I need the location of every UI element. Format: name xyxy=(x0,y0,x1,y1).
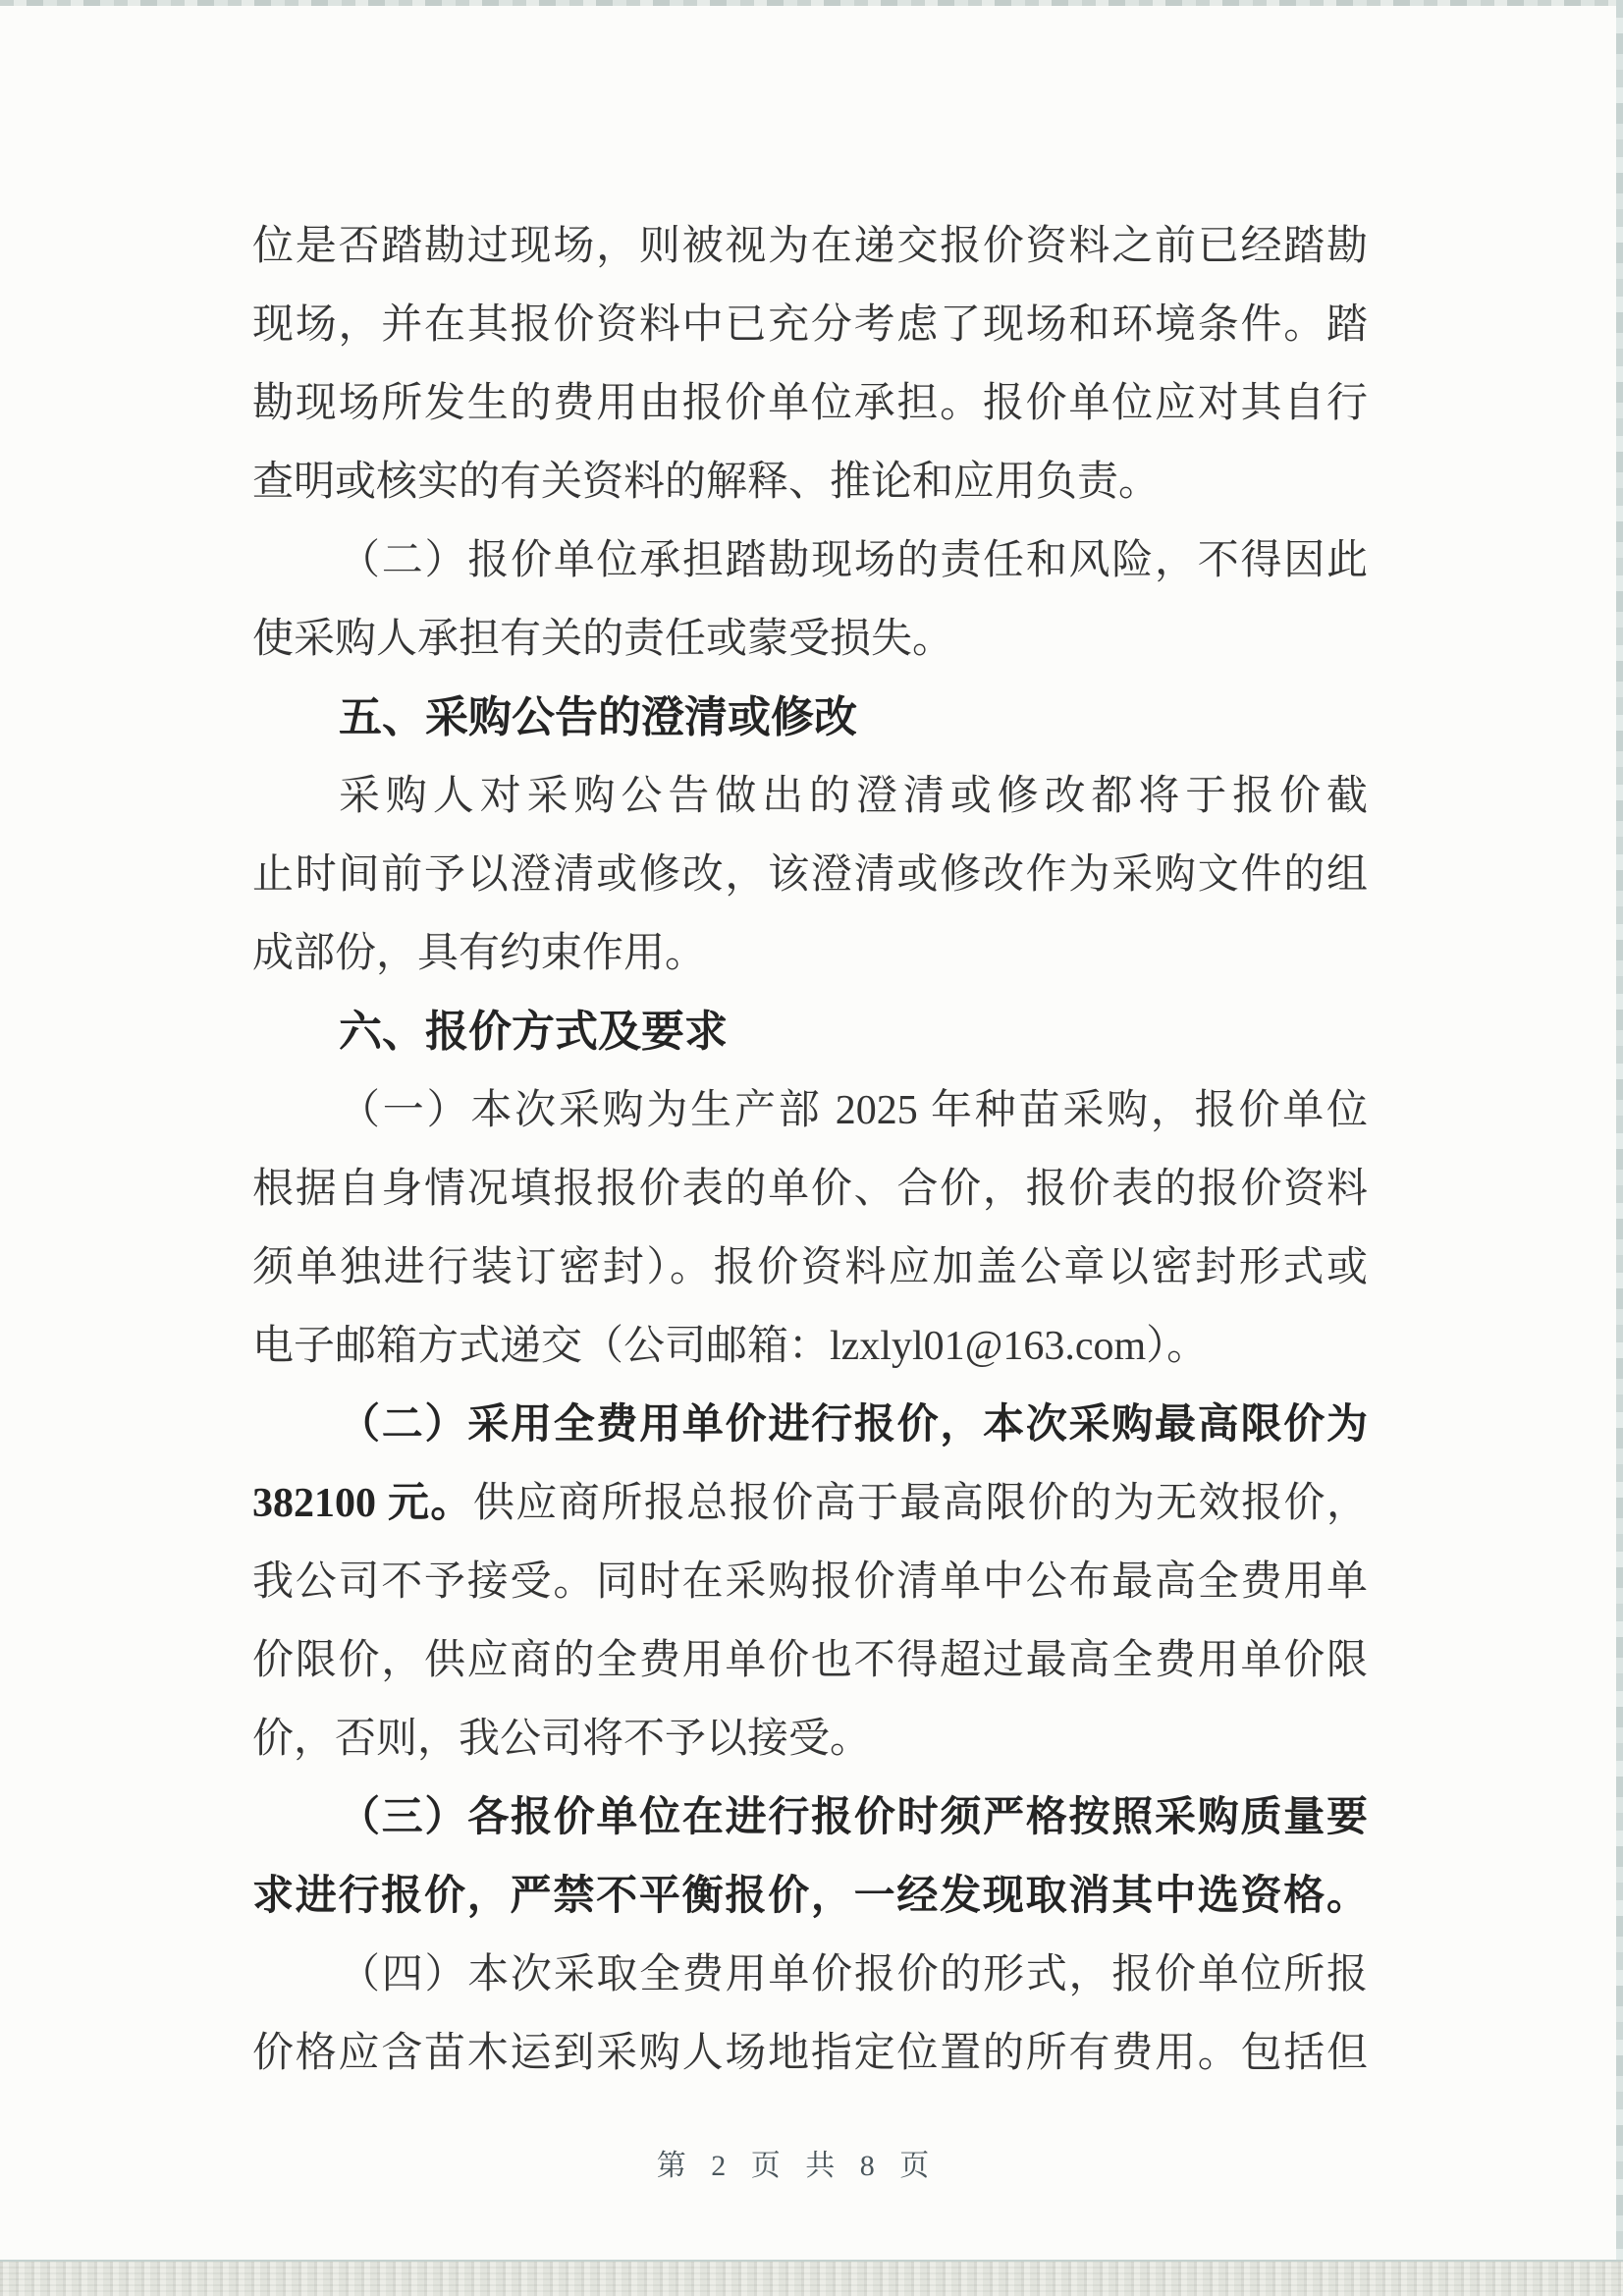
text-line xyxy=(252,600,1368,679)
text-segment: （四）本次采取全费用单价报价的形式，报价单位所报 xyxy=(339,1952,1368,1997)
bold-text-segment: （二）采用全费用单价进行报价，本次采购最高限价为 xyxy=(339,1402,1368,1448)
text-line xyxy=(252,286,1368,364)
text-line xyxy=(252,1229,1368,1307)
text-segment: 勘现场所发生的费用由报价单位承担。报价单位应对其自行 xyxy=(252,381,1368,426)
heading-line xyxy=(252,993,1368,1071)
text-line xyxy=(252,757,1368,836)
text-segment: 使采购人承担有关的责任或蒙受损失。 xyxy=(252,617,954,662)
bold-text-segment: 382100 元。 xyxy=(252,1481,473,1526)
heading-line xyxy=(252,679,1368,757)
text-line xyxy=(252,1071,1368,1150)
text-segment: 成部份，具有约束作用。 xyxy=(252,931,707,976)
scan-edge-right xyxy=(1616,0,1623,2296)
text-line xyxy=(252,1857,1368,1936)
bold-text-segment: （三）各报价单位在进行报价时须严格按照采购质量要 xyxy=(339,1795,1368,1840)
text-line xyxy=(252,1386,1368,1464)
scan-edge-top xyxy=(0,0,1623,6)
text-line xyxy=(252,1543,1368,1621)
text-line xyxy=(252,1150,1368,1229)
text-segment: 止时间前予以澄清或修改，该澄清或修改作为采购文件的组 xyxy=(252,852,1368,898)
text-line xyxy=(252,1464,1368,1543)
text-segment: （一）本次采购为生产部 2025 年种苗采购，报价单位 xyxy=(339,1088,1368,1133)
text-segment: 我公司不予接受。同时在采购报价清单中公布最高全费用单 xyxy=(252,1559,1368,1605)
text-segment: 现场，并在其报价资料中已充分考虑了现场和环境条件。踏 xyxy=(252,302,1368,348)
text-segment: 价，否则，我公司将不予以接受。 xyxy=(252,1717,872,1762)
text-line xyxy=(252,1700,1368,1778)
text-segment: 采购人对采购公告做出的澄清或修改都将于报价截 xyxy=(339,774,1368,819)
bold-text-segment: 求进行报价，严禁不平衡报价，一经发现取消其中选资格。 xyxy=(252,1874,1368,1919)
document-body xyxy=(252,207,1368,2093)
text-line xyxy=(252,1621,1368,1700)
text-segment: 位是否踏勘过现场，则被视为在递交报价资料之前已经踏勘 xyxy=(252,224,1368,269)
text-line xyxy=(252,443,1368,521)
page-footer: 第 2 页 共 8 页 xyxy=(656,2150,939,2182)
text-line xyxy=(252,1936,1368,2014)
text-segment: 须单独进行装订密封）。报价资料应加盖公章以密封形式或 xyxy=(252,1245,1368,1290)
text-segment: 供应商所报总报价高于最高限价的为无效报价， xyxy=(472,1481,1368,1526)
text-line xyxy=(252,2014,1368,2093)
text-line xyxy=(252,1778,1368,1857)
text-segment: （二）报价单位承担踏勘现场的责任和风险，不得因此 xyxy=(339,538,1368,583)
text-segment: 价限价，供应商的全费用单价也不得超过最高全费用单价限 xyxy=(252,1638,1368,1683)
text-line xyxy=(252,207,1368,286)
scan-edge-bottom xyxy=(0,2260,1623,2296)
text-segment: 电子邮箱方式递交（公司邮箱：lzxlyl01@163.com）。 xyxy=(252,1324,1209,1369)
text-line xyxy=(252,836,1368,914)
text-line xyxy=(252,364,1368,443)
bold-text-segment: 五、采购公告的澄清或修改 xyxy=(339,693,857,741)
text-segment: 价格应含苗木运到采购人场地指定位置的所有费用。包括但 xyxy=(252,2031,1368,2076)
text-line xyxy=(252,914,1368,993)
text-segment: 查明或核实的有关资料的解释、推论和应用负责。 xyxy=(252,460,1161,505)
text-segment: 根据自身情况填报报价表的单价、合价，报价表的报价资料 xyxy=(252,1167,1368,1212)
bold-text-segment: 六、报价方式及要求 xyxy=(339,1008,728,1056)
text-line xyxy=(252,1307,1368,1386)
text-line xyxy=(252,521,1368,600)
